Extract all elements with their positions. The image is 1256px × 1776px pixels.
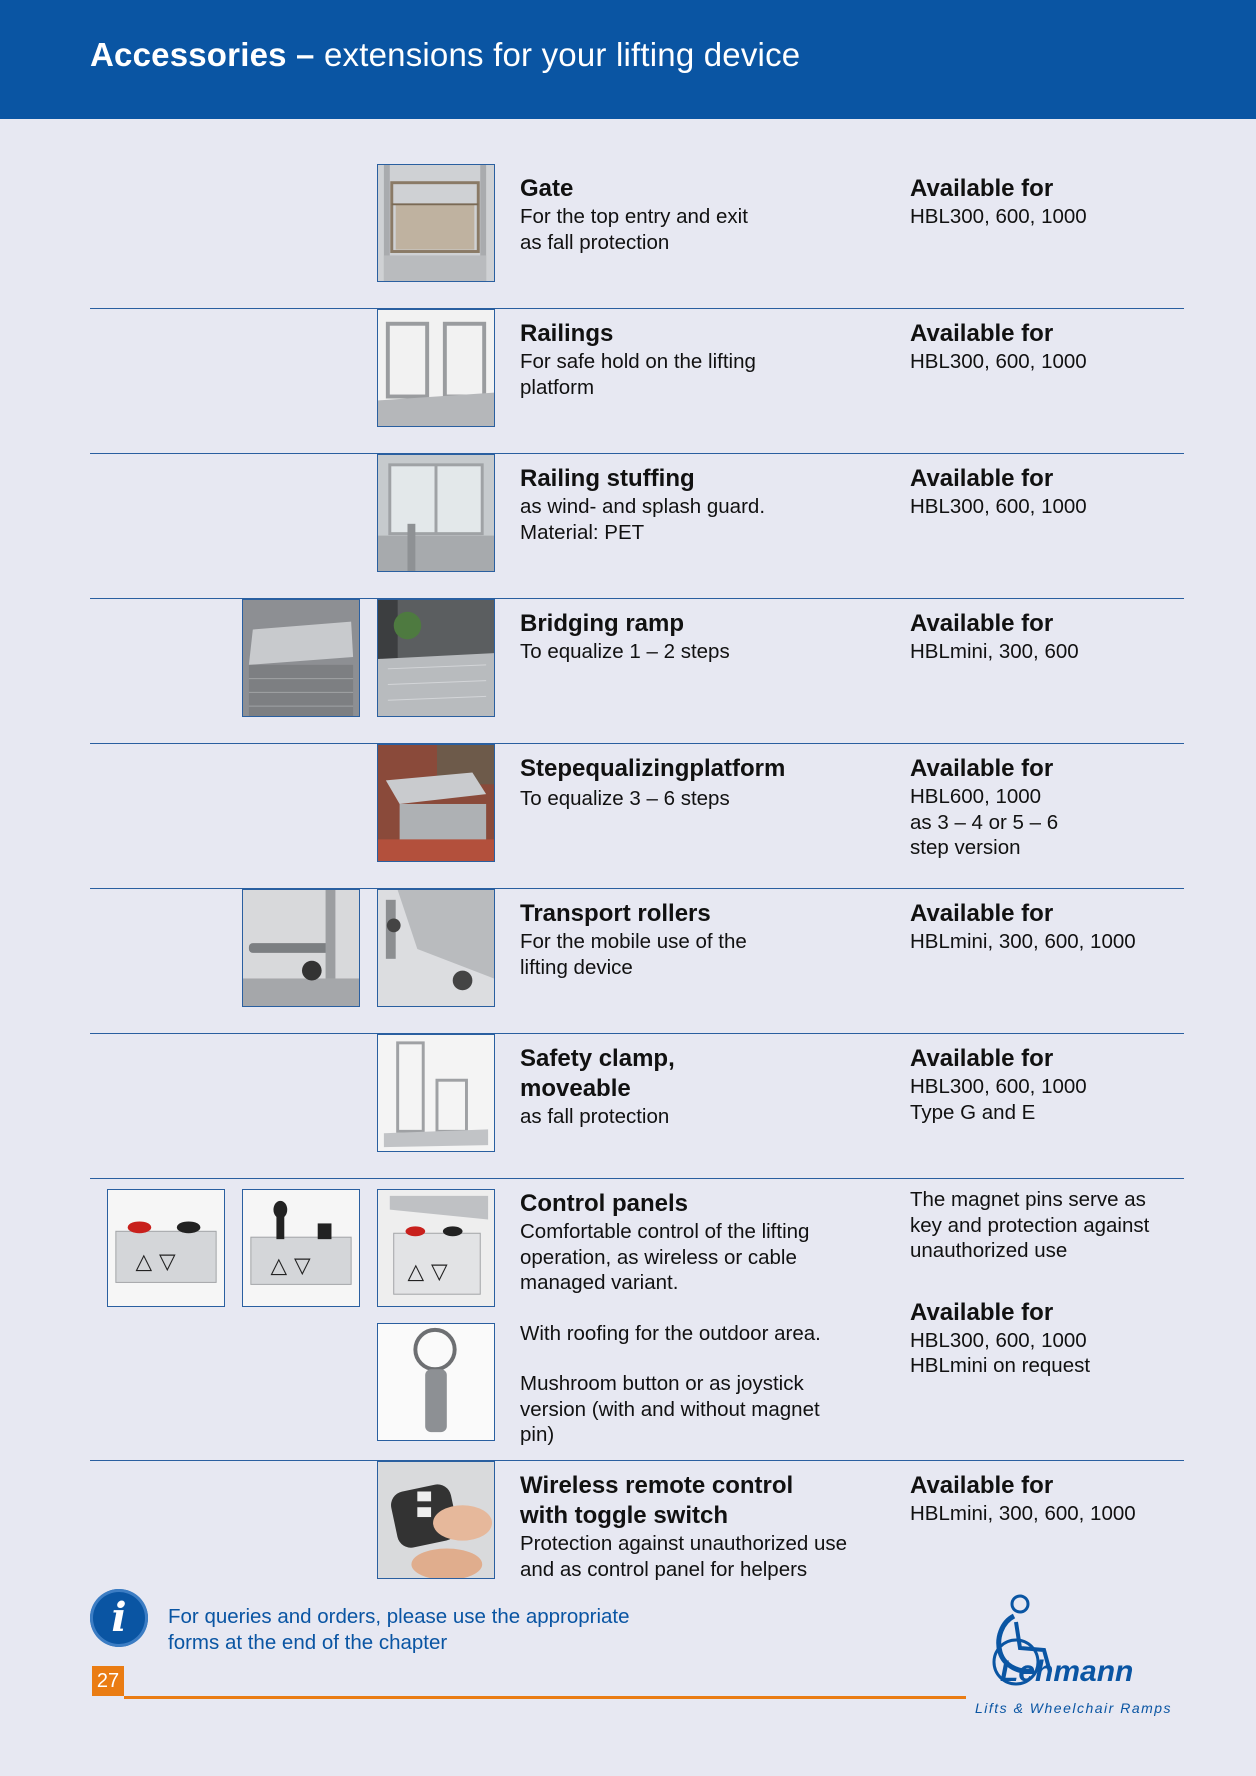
available-for-label: Available for — [910, 465, 1054, 492]
svg-text:△ ▽: △ ▽ — [407, 1259, 448, 1285]
available-for-label: Available for — [910, 1298, 1054, 1326]
available-models: HBLmini, 300, 600, 1000 — [910, 930, 1136, 953]
list-item — [0, 1179, 1256, 1461]
available-models: HBL300, 600, 1000 HBLmini on request — [910, 1328, 1091, 1377]
available-for-label: Available for — [910, 755, 1054, 782]
list-item — [0, 599, 1256, 744]
footer-rule — [124, 1696, 966, 1699]
list-item — [0, 889, 1256, 1034]
magnet-pin-note: The magnet pins serve as key and protection against unauthorized use — [910, 1188, 1150, 1262]
available-for-label: Available for — [910, 900, 1054, 927]
page-title — [90, 36, 800, 74]
item-description: For the top entry and exit as fall protection — [520, 205, 748, 254]
available-models: HBL600, 1000 as 3 – 4 or 5 – 6 step version — [910, 785, 1059, 859]
info-note: For queries and orders, please use the appropriate forms at the end of the chapter — [168, 1605, 630, 1654]
list-item — [0, 454, 1256, 599]
page-number: 27 — [92, 1666, 124, 1696]
item-description: Comfortable control of the lifting operation, as wireless or cable managed variant. — [520, 1220, 810, 1294]
available-for-label: Available for — [910, 610, 1054, 637]
wireless-remote-photo — [377, 1461, 495, 1579]
joystick-control-panel-photo — [242, 1189, 360, 1307]
list-item — [0, 744, 1256, 889]
item-description: To equalize 3 – 6 steps — [520, 787, 730, 810]
item-description: To equalize 1 – 2 steps — [520, 640, 730, 663]
item-title: Control panels — [520, 1190, 689, 1217]
item-title: Stepequalizingplatform — [520, 755, 786, 782]
available-models: HBL300, 600, 1000 — [910, 495, 1087, 518]
logo-name: Lehmann — [1000, 1655, 1134, 1688]
list-item — [0, 1034, 1256, 1179]
item-description: For the mobile use of the lifting device — [520, 930, 747, 979]
item-description: as fall protection — [520, 1105, 670, 1128]
step-platform-photo — [377, 744, 495, 862]
item-title: Bridging ramp — [520, 610, 685, 637]
magnet-pin-photo — [377, 1323, 495, 1441]
available-models: HBL300, 600, 1000 Type G and E — [910, 1075, 1087, 1124]
list-item — [0, 1461, 1256, 1581]
available-models: HBL300, 600, 1000 — [910, 350, 1087, 373]
logo-tagline: Lifts & Wheelchair Ramps — [975, 1700, 1173, 1716]
transport-rollers-photo-2 — [377, 889, 495, 1007]
mushroom-control-panel-photo — [107, 1189, 225, 1307]
gate-photo — [377, 164, 495, 282]
item-description-roofing: With roofing for the outdoor area. — [520, 1321, 821, 1345]
item-description-variants: Mushroom button or as joystick version (with and without magnet pin) — [520, 1372, 820, 1446]
available-models: HBLmini, 300, 600 — [910, 640, 1079, 663]
item-description: For safe hold on the lifting platform — [520, 350, 756, 399]
available-models: HBLmini, 300, 600, 1000 — [910, 1502, 1136, 1525]
item-title: Safety clamp, moveable — [520, 1045, 675, 1102]
item-title: Gate — [520, 175, 574, 202]
item-description: as wind- and splash guard. Material: PET — [520, 495, 766, 544]
transport-rollers-photo-1 — [242, 889, 360, 1007]
item-description: Protection against unauthorized use and as control panel for helpers — [520, 1532, 848, 1581]
accessory-list — [0, 164, 1256, 1581]
roofed-control-panel-photo — [377, 1189, 495, 1307]
list-item — [0, 164, 1256, 309]
title-rest: extensions for your lifting device — [323, 36, 801, 73]
available-for-label: Available for — [910, 1472, 1054, 1499]
available-for-label: Available for — [910, 320, 1054, 347]
svg-text:△ ▽: △ ▽ — [135, 1249, 176, 1275]
item-title: Transport rollers — [520, 900, 711, 927]
available-for-label: Available for — [910, 175, 1054, 202]
railings-photo — [377, 309, 495, 427]
available-models: HBL300, 600, 1000 — [910, 205, 1087, 228]
svg-text:△ ▽: △ ▽ — [270, 1253, 311, 1279]
available-for-label: Available for — [910, 1045, 1054, 1072]
item-title: Railings — [520, 320, 614, 347]
item-title: Wireless remote control with toggle switch — [520, 1472, 794, 1529]
title-bold: Accessories – — [90, 36, 315, 73]
bridging-ramp-photo-2 — [377, 599, 495, 717]
item-title: Railing stuffing — [520, 465, 695, 492]
railing-stuffing-photo — [377, 454, 495, 572]
page-header — [0, 0, 1256, 119]
safety-clamp-photo — [377, 1034, 495, 1152]
info-icon: i — [90, 1589, 148, 1647]
bridging-ramp-photo-1 — [242, 599, 360, 717]
list-item — [0, 309, 1256, 454]
